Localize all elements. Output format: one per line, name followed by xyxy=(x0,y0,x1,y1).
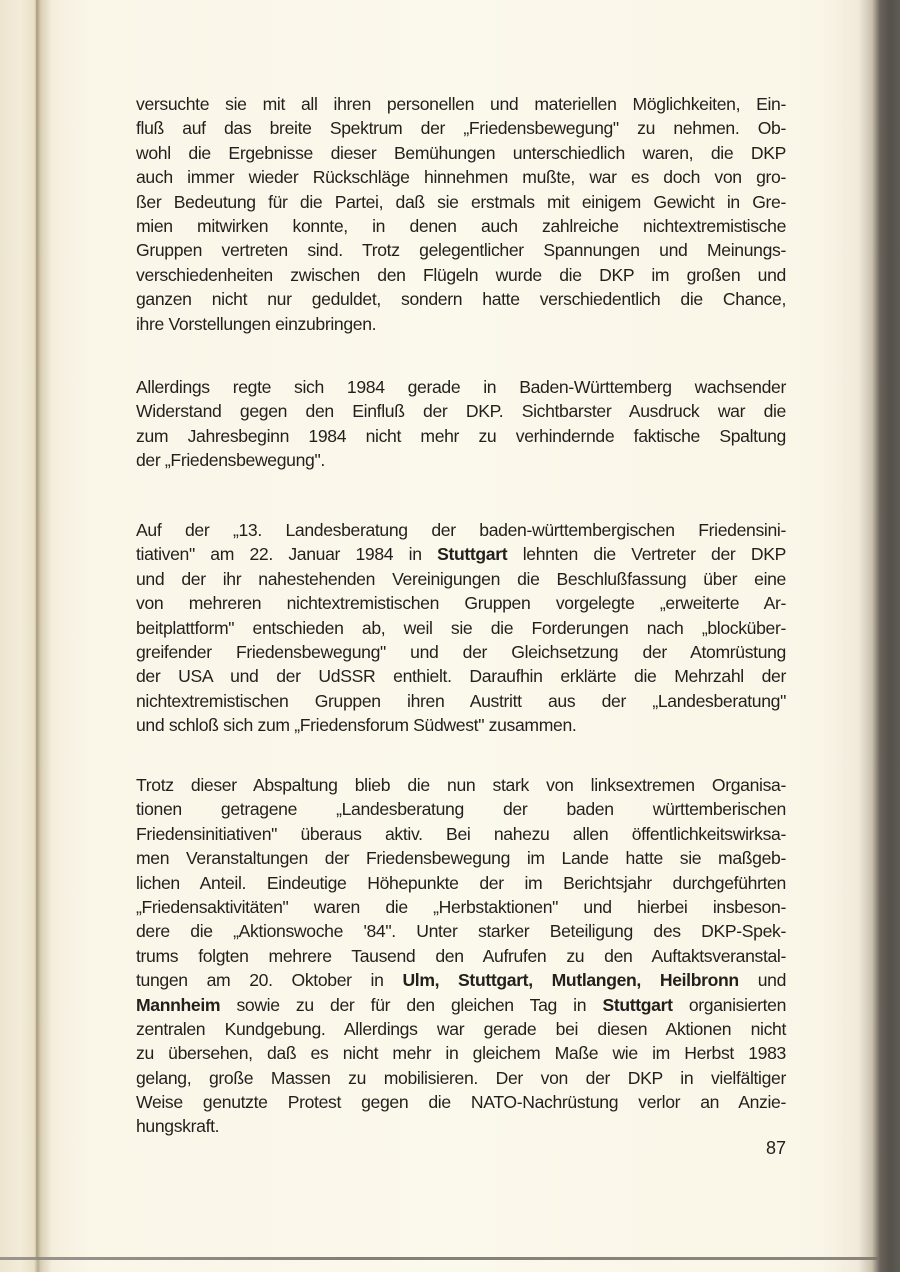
text-run: und schloß sich zum „Friedensforum Südwest" zusammen. xyxy=(136,715,577,736)
text-line xyxy=(136,1041,786,1065)
text-line xyxy=(136,518,786,542)
text-run: Gruppen vertreten sind. Trotz gelegentlicher Spannungen und Meinungs- xyxy=(136,240,786,261)
text-run: wohl die Ergebnisse dieser Bemühungen unterschiedlich waren, die DKP xyxy=(136,142,786,163)
text-line xyxy=(136,797,786,821)
text-line xyxy=(136,116,786,140)
text-run: Weise genutzte Protest gegen die NATO-Nachrüstung verlor an Anzie- xyxy=(136,1092,786,1113)
text-run: der „Friedensbewegung". xyxy=(136,450,325,471)
text-run: und der ihr nahestehenden Vereinigungen die Beschlußfassung über eine xyxy=(136,568,786,589)
text-line xyxy=(136,895,786,919)
text-run: trums folgten mehrere Tausend den Aufrufen zu den Auftaktsveranstal- xyxy=(136,945,786,966)
text-run: organisierten xyxy=(672,994,787,1015)
text-line xyxy=(136,1066,786,1090)
text-run: Allerdings regte sich 1984 gerade in Baden-Württemberg wachsender xyxy=(136,377,786,397)
text-run: zu übersehen, daß es nicht mehr in gleichem Maße wie im Herbst 1983 xyxy=(136,1043,786,1064)
paragraph-landesberatung xyxy=(136,518,786,738)
text-run: auch immer wieder Rückschläge hinnehmen mußte, war es doch von gro- xyxy=(136,167,786,188)
text-run: tiativen" am 22. Januar 1984 in xyxy=(136,544,438,565)
text-run: gelang, große Massen zu mobilisieren. Der von der DKP in vielfältiger xyxy=(136,1067,786,1088)
text-line xyxy=(136,1114,786,1138)
text-line xyxy=(136,919,786,943)
bold-place-name: Ulm, Stuttgart, Mutlangen, Heilbronn xyxy=(402,970,739,991)
text-run: Friedensinitiativen" überaus aktiv. Bei nahezu allen öffentlichkeitswirksa- xyxy=(136,823,786,844)
text-line xyxy=(136,944,786,968)
paragraph-influence xyxy=(136,92,786,336)
text-line xyxy=(136,263,786,287)
bold-place-name: Stuttgart xyxy=(602,994,673,1015)
text-line xyxy=(136,190,786,214)
text-line xyxy=(136,773,786,797)
text-run: Auf der „13. Landesberatung der baden-württembergischen Friedensini- xyxy=(136,520,786,540)
text-run: greifender Friedensbewegung" und der Gleichsetzung der Atomrüstung xyxy=(136,641,786,662)
text-line xyxy=(136,567,786,591)
text-run: nichtextremistischen Gruppen ihren Austritt aus der „Landesberatung" xyxy=(136,690,786,711)
text-run: fluß auf das breite Spektrum der „Friedensbewegung" zu nehmen. Ob- xyxy=(136,118,786,139)
text-run: lehnten die Vertreter der DKP xyxy=(507,544,786,565)
text-run: und xyxy=(738,970,787,991)
text-run: der USA und der UdSSR enthielt. Daraufhin erklärte die Mehrzahl der xyxy=(136,666,786,687)
text-run: zum Jahresbeginn 1984 nicht mehr zu verhindernde faktische Spaltung xyxy=(136,425,786,446)
text-line xyxy=(136,92,786,116)
text-line xyxy=(136,968,786,992)
text-line xyxy=(136,993,786,1017)
text-line xyxy=(136,664,786,688)
text-line xyxy=(136,214,786,238)
text-run: ßer Bedeutung für die Partei, daß sie erstmals mit einigem Gewicht in Gre- xyxy=(136,191,786,212)
bold-place-name: Stuttgart xyxy=(437,544,508,565)
text-line xyxy=(136,141,786,165)
bold-place-name: Mannheim xyxy=(136,994,221,1015)
text-line xyxy=(136,165,786,189)
text-run: ganzen nicht nur geduldet, sondern hatte verschiedentlich die Chance, xyxy=(136,289,786,310)
text-run: tionen getragene „Landesberatung der baden württemberischen xyxy=(136,799,786,820)
text-line xyxy=(136,713,786,737)
text-line xyxy=(136,1090,786,1114)
text-run: dere die „Aktionswoche '84". Unter starker Beteiligung des DKP-Spek- xyxy=(136,921,786,942)
text-line xyxy=(136,871,786,895)
binding-gutter xyxy=(36,0,38,1258)
text-run: mien mitwirken konnte, in denen auch zahlreiche nichtextremistische xyxy=(136,215,786,236)
text-run: tungen am 20. Oktober in xyxy=(136,970,403,991)
text-run: „Friedensaktivitäten" waren die „Herbstaktionen" und hierbei insbeson- xyxy=(136,896,786,917)
text-run: ihre Vorstellungen einzubringen. xyxy=(136,313,377,334)
text-run: von mehreren nichtextremistischen Gruppen vorgelegte „erweiterte Ar- xyxy=(136,593,786,614)
text-line xyxy=(136,542,786,566)
page-bottom-edge xyxy=(0,1257,878,1260)
text-line xyxy=(136,689,786,713)
text-run: hungskraft. xyxy=(136,1116,220,1137)
text-run: beitplattform" entschieden ab, weil sie die Forderungen nach „blocküber- xyxy=(136,617,786,638)
text-run: sowie zu der für den gleichen Tag in xyxy=(220,994,603,1015)
text-run: verschiedenheiten zwischen den Flügeln wurde die DKP im großen und xyxy=(136,264,786,285)
paragraph-activities xyxy=(136,773,786,1139)
text-line xyxy=(136,424,786,448)
text-run: zentralen Kundgebung. Allerdings war gerade bei diesen Aktionen nicht xyxy=(136,1018,786,1039)
text-run: Widerstand gegen den Einfluß der DKP. Sichtbarster Ausdruck war die xyxy=(136,401,786,422)
text-line xyxy=(136,591,786,615)
text-line xyxy=(136,375,786,399)
text-line xyxy=(136,1017,786,1041)
text-line xyxy=(136,616,786,640)
text-line xyxy=(136,238,786,262)
page-number: 87 xyxy=(765,1138,786,1158)
paragraph-resistance xyxy=(136,375,786,473)
text-run: Trotz dieser Abspaltung blieb die nun stark von linksextremen Organisa- xyxy=(136,775,786,795)
text-line xyxy=(136,287,786,311)
text-line xyxy=(136,846,786,870)
text-line xyxy=(136,312,786,336)
text-run: lichen Anteil. Eindeutige Höhepunkte der im Berichtsjahr durchgeführten xyxy=(136,872,786,893)
text-run: men Veranstaltungen der Friedensbewegung im Lande hatte sie maßgeb- xyxy=(136,848,786,869)
text-line xyxy=(136,640,786,664)
text-run: versuchte sie mit all ihren personellen und materiellen Möglichkeiten, Ein- xyxy=(136,94,786,114)
text-line xyxy=(136,822,786,846)
text-line xyxy=(136,399,786,423)
text-line xyxy=(136,448,786,472)
